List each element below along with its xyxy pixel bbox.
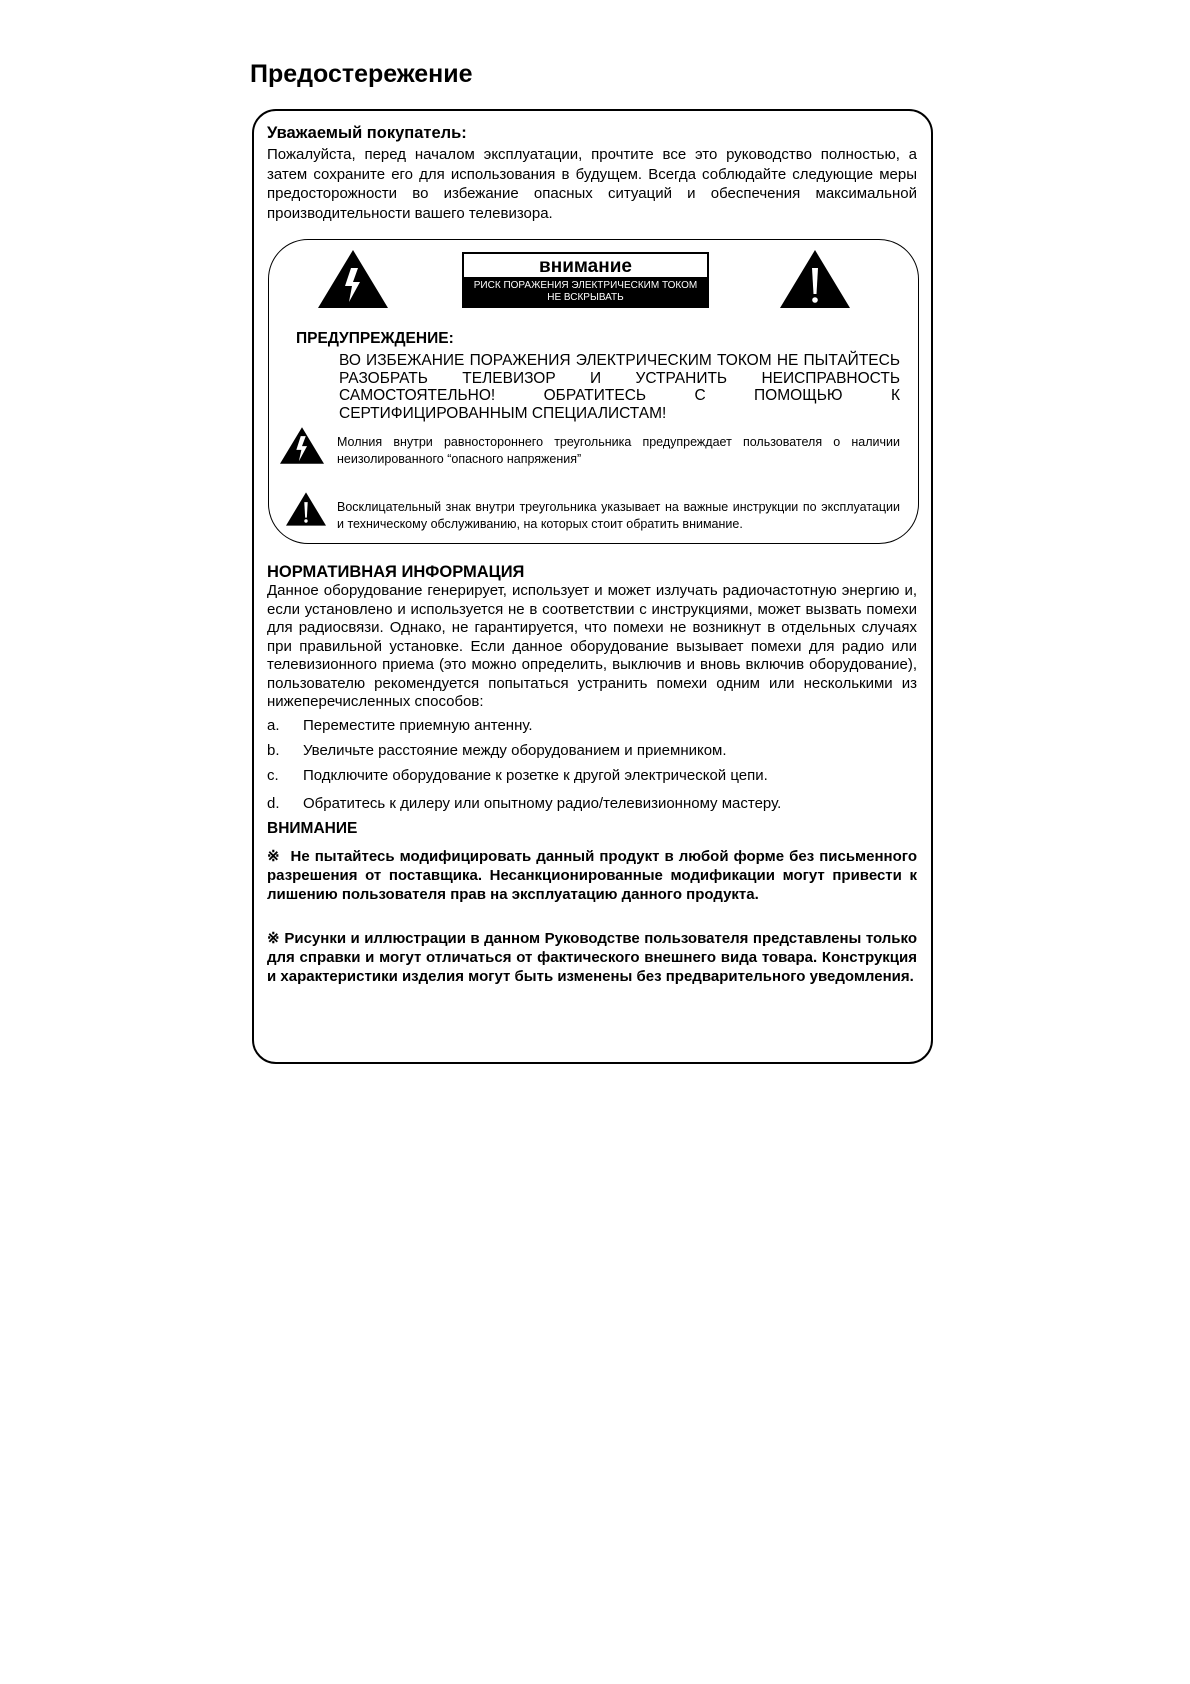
caution-note: [267, 929, 917, 986]
caution-label: [462, 252, 709, 308]
remedy-list: [267, 717, 917, 820]
list-item: [267, 795, 917, 820]
caution-note: [267, 847, 917, 904]
lightning-symbol-description: Молния внутри равностороннего треугольника предупреждает пользователя о наличии неизолированного “опасного напряжения”: [337, 435, 900, 466]
caution-label-line2: НЕ ВСКРЫВАТЬ: [547, 292, 624, 303]
exclamation-symbol-description: Восклицательный знак внутри треугольника указывает на важные инструкции по эксплуатации и техническому обслуживанию, на которых стоит обратить внимание.: [337, 500, 900, 531]
list-item-text: Подключите оборудование к розетке к другой электрической цепи.: [303, 767, 768, 784]
note-text: Рисунки и иллюстрации в данном Руководстве пользователя представлены только для справки и могут отличаться от фактического внешнего вида товара. Конструкция и характеристики изделия могут быть изменены без предварительного уведомления.: [267, 930, 917, 985]
list-item-text: Обратитесь к дилеру или опытному радио/телевизионному мастеру.: [303, 795, 782, 812]
warning-text: ВО ИЗБЕЖАНИЕ ПОРАЖЕНИЯ ЭЛЕКТРИЧЕСКИМ ТОКОМ НЕ ПЫТАЙТЕСЬ РАЗОБРАТЬ ТЕЛЕВИЗОР И УСТРАНИТЬ НЕИСПРАВНОСТЬ САМОСТОЯТЕЛЬНО! ОБРАТИТЕСЬ С ПОМОЩЬЮ К СЕРТИФИЦИРОВАННЫМ СПЕЦИАЛИСТАМ!: [339, 352, 900, 422]
greeting-title: Уважаемый покупатель:: [267, 124, 467, 142]
lightning-triangle-icon: [318, 250, 388, 308]
list-item: [267, 767, 917, 792]
note-text: Не пытайтесь модифицировать данный продукт в любой форме без письменного разрешения от поставщика. Несанкционированные модификации могут привести к лишению пользователя прав на эксплуатацию данного продукта.: [267, 848, 917, 903]
list-item-text: Увеличьте расстояние между оборудованием и приемником.: [303, 742, 727, 759]
lightning-triangle-icon: [280, 427, 324, 464]
warning-title: ПРЕДУПРЕЖДЕНИЕ:: [296, 330, 454, 347]
caution-label-title: внимание: [464, 254, 707, 277]
regulatory-text: Данное оборудование генерирует, использует и может излучать радиочастотную энергию и, если установлено и используется не в соответствии с инструкциями, может вызвать помехи для радиосвязи. Однако, не гарантируется, что помехи не возникнут в отдельных случаях при правильной установке. Если данное оборудование вызывает помехи для радио или телевизионного приема (это можно определить, выключив и вновь включив оборудование), пользователю рекомендуется попытаться устранить помехи одним или несколькими из нижеперечисленных способов:: [267, 582, 917, 710]
greeting-text: Пожалуйста, перед началом эксплуатации, прочтите все это руководство полностью, а затем сохраните его для использования в будущем. Всегда соблюдайте следующие меры предосторожности во избежание опасных ситуаций и обеспечения максимальной производительности вашего телевизора.: [267, 146, 917, 222]
note-marker: ※: [267, 848, 281, 865]
caution-title: ВНИМАНИЕ: [267, 820, 358, 837]
list-marker: a.: [267, 717, 280, 734]
caution-label-line1: РИСК ПОРАЖЕНИЯ ЭЛЕКТРИЧЕСКИМ ТОКОМ: [473, 280, 698, 291]
list-item: [267, 742, 917, 767]
list-marker: b.: [267, 742, 280, 759]
list-item-text: Переместите приемную антенну.: [303, 717, 533, 734]
list-marker: d.: [267, 795, 280, 812]
exclamation-triangle-icon: [286, 491, 326, 527]
exclamation-triangle-icon: [780, 250, 850, 308]
list-item: [267, 717, 917, 742]
page-title: Предостережение: [250, 60, 473, 88]
list-marker: c.: [267, 767, 279, 784]
note-marker: ※: [267, 930, 280, 947]
regulatory-title: НОРМАТИВНАЯ ИНФОРМАЦИЯ: [267, 563, 525, 581]
